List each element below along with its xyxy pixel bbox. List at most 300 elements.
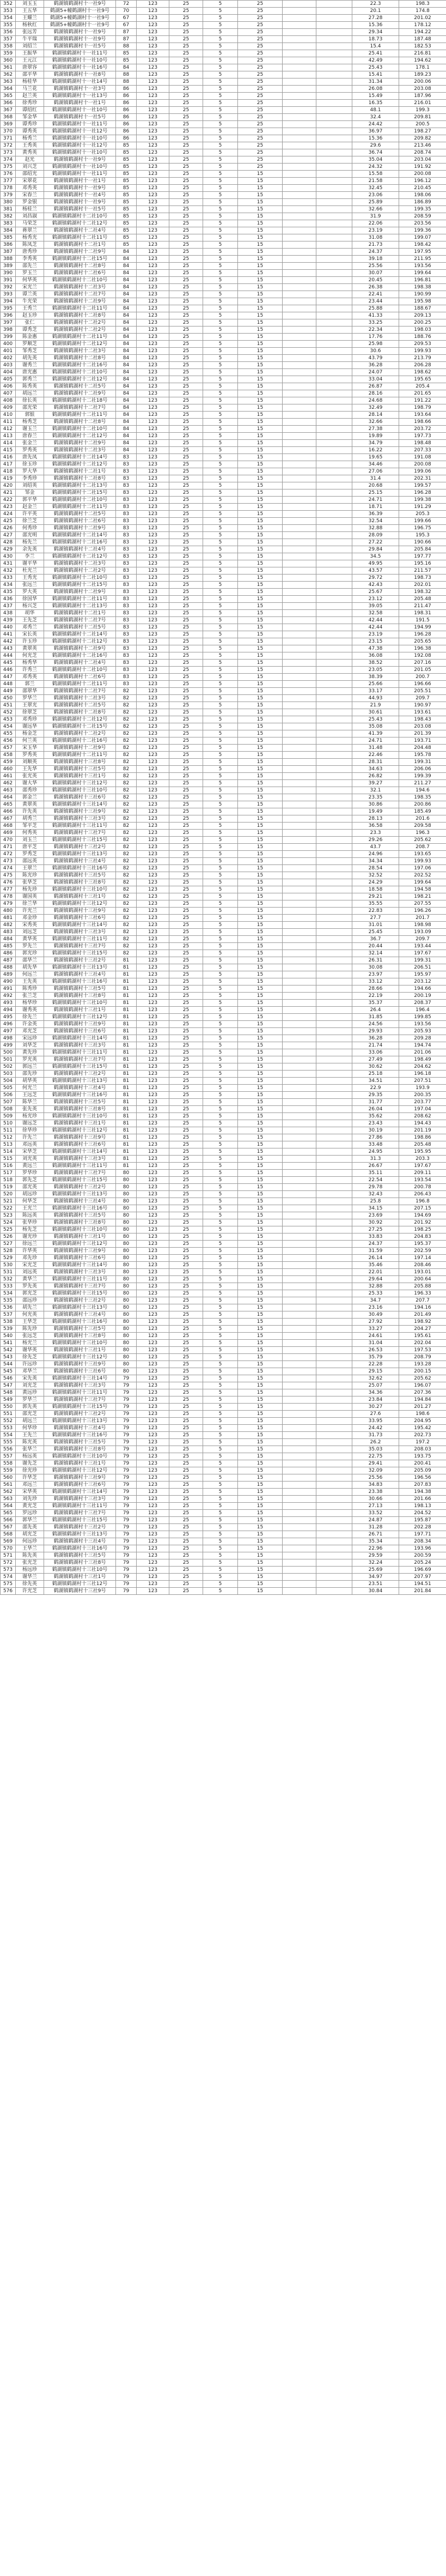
person-name-cell: 马兰花 bbox=[16, 86, 44, 93]
note-a-cell bbox=[283, 419, 316, 426]
age-cell: 70 bbox=[116, 8, 137, 15]
value-b-cell: 25 bbox=[169, 319, 203, 326]
value-d-cell: 15 bbox=[238, 893, 283, 900]
address-cell: 鹤湖镇鹤湖村十二社10号 bbox=[44, 575, 116, 582]
value-a-cell: 123 bbox=[137, 1382, 169, 1389]
value-c-cell: 5 bbox=[203, 43, 238, 50]
row-number-cell: 526 bbox=[1, 1233, 16, 1241]
row-number-cell: 576 bbox=[1, 1588, 16, 1595]
age-cell: 81 bbox=[116, 964, 137, 971]
total-value-cell: 207.16 bbox=[399, 660, 446, 667]
value-c-cell: 5 bbox=[203, 745, 238, 752]
value-d-cell: 15 bbox=[238, 1389, 283, 1396]
note-b-cell bbox=[316, 440, 352, 447]
row-number-cell: 477 bbox=[1, 886, 16, 893]
unit-value-cell: 32.4 bbox=[352, 114, 399, 121]
value-c-cell: 5 bbox=[203, 830, 238, 837]
row-number-cell: 554 bbox=[1, 1432, 16, 1439]
note-a-cell bbox=[283, 241, 316, 249]
value-c-cell: 5 bbox=[203, 355, 238, 362]
note-a-cell bbox=[283, 1021, 316, 1028]
unit-value-cell: 32.52 bbox=[352, 872, 399, 879]
age-cell: 84 bbox=[116, 341, 137, 348]
person-name-cell: 罗华兰 bbox=[16, 1396, 44, 1404]
row-number-cell: 428 bbox=[1, 539, 16, 546]
address-cell: 鹤湖镇鹤湖村十二社15号 bbox=[44, 256, 116, 263]
unit-value-cell: 33.06 bbox=[352, 1049, 399, 1056]
value-b-cell: 25 bbox=[169, 256, 203, 263]
person-name-cell: 马荣芝 bbox=[16, 220, 44, 227]
value-d-cell: 15 bbox=[238, 787, 283, 794]
age-cell: 84 bbox=[116, 256, 137, 263]
value-b-cell: 25 bbox=[169, 1340, 203, 1347]
address-cell: 鹤湖镇鹤湖村十三社8号 bbox=[44, 1333, 116, 1340]
value-a-cell: 123 bbox=[137, 249, 169, 256]
value-a-cell: 123 bbox=[137, 1432, 169, 1439]
unit-value-cell: 33.12 bbox=[352, 978, 399, 985]
person-name-cell: 何光芝 bbox=[16, 652, 44, 660]
total-value-cell: 195.95 bbox=[399, 1148, 446, 1156]
note-b-cell bbox=[316, 688, 352, 695]
note-a-cell bbox=[283, 667, 316, 674]
address-cell: 鹤湖镇鹤湖村十三社13号 bbox=[44, 1531, 116, 1538]
address-cell: 鹤湖镇鹤湖村十三社8号 bbox=[44, 1106, 116, 1113]
person-name-cell: 刘绍兰 bbox=[16, 43, 44, 50]
age-cell: 83 bbox=[116, 454, 137, 461]
age-cell: 82 bbox=[116, 716, 137, 723]
value-d-cell: 25 bbox=[238, 142, 283, 149]
value-c-cell: 5 bbox=[203, 589, 238, 596]
note-a-cell bbox=[283, 1474, 316, 1481]
total-value-cell: 196.3 bbox=[399, 830, 446, 837]
value-c-cell: 5 bbox=[203, 1588, 238, 1595]
age-cell: 83 bbox=[116, 461, 137, 468]
value-d-cell: 25 bbox=[238, 78, 283, 86]
unit-value-cell: 29.34 bbox=[352, 29, 399, 36]
value-d-cell: 15 bbox=[238, 794, 283, 801]
row-number-cell: 445 bbox=[1, 660, 16, 667]
note-b-cell bbox=[316, 603, 352, 610]
total-value-cell: 196.26 bbox=[399, 908, 446, 915]
value-d-cell: 15 bbox=[238, 1382, 283, 1389]
note-a-cell bbox=[283, 277, 316, 284]
person-name-cell: 唐先凤 bbox=[16, 454, 44, 461]
person-name-cell: 邓秀珍 bbox=[16, 716, 44, 723]
unit-value-cell: 32.43 bbox=[352, 1191, 399, 1198]
row-number-cell: 454 bbox=[1, 723, 16, 730]
value-d-cell: 15 bbox=[238, 1474, 283, 1481]
value-c-cell: 5 bbox=[203, 993, 238, 1000]
value-b-cell: 25 bbox=[169, 1226, 203, 1233]
address-cell: 鹤湖镇鹤湖村十三社13号 bbox=[44, 1078, 116, 1085]
unit-value-cell: 35.03 bbox=[352, 1446, 399, 1453]
unit-value-cell: 28.13 bbox=[352, 815, 399, 823]
note-a-cell bbox=[283, 652, 316, 660]
value-a-cell: 123 bbox=[137, 1340, 169, 1347]
value-c-cell: 5 bbox=[203, 1120, 238, 1127]
row-number-cell: 421 bbox=[1, 489, 16, 497]
table-row bbox=[1, 766, 446, 773]
note-b-cell bbox=[316, 355, 352, 362]
note-a-cell bbox=[283, 1014, 316, 1021]
value-d-cell: 15 bbox=[238, 220, 283, 227]
total-value-cell: 195.78 bbox=[399, 752, 446, 759]
value-a-cell: 123 bbox=[137, 1283, 169, 1290]
person-name-cell: 黄翠英 bbox=[16, 801, 44, 808]
age-cell: 79 bbox=[116, 1375, 137, 1382]
row-number-cell: 377 bbox=[1, 178, 16, 185]
age-cell: 81 bbox=[116, 1021, 137, 1028]
value-c-cell: 5 bbox=[203, 872, 238, 879]
value-a-cell: 123 bbox=[137, 412, 169, 419]
value-d-cell: 15 bbox=[238, 723, 283, 730]
note-b-cell bbox=[316, 1347, 352, 1354]
person-name-cell: 李兰 bbox=[16, 553, 44, 560]
table-row bbox=[1, 752, 446, 759]
age-cell: 79 bbox=[116, 1474, 137, 1481]
note-a-cell bbox=[283, 900, 316, 908]
value-b-cell: 25 bbox=[169, 674, 203, 681]
value-d-cell: 15 bbox=[238, 227, 283, 234]
note-a-cell bbox=[283, 596, 316, 603]
age-cell: 84 bbox=[116, 263, 137, 270]
value-a-cell: 123 bbox=[137, 1524, 169, 1531]
unit-value-cell: 42.44 bbox=[352, 624, 399, 631]
value-d-cell: 15 bbox=[238, 539, 283, 546]
note-b-cell bbox=[316, 1276, 352, 1283]
note-b-cell bbox=[316, 1319, 352, 1326]
value-b-cell: 25 bbox=[169, 1326, 203, 1333]
value-d-cell: 15 bbox=[238, 1042, 283, 1049]
person-name-cell: 宋春兰 bbox=[16, 192, 44, 199]
note-b-cell bbox=[316, 383, 352, 390]
person-name-cell: 谢远华 bbox=[16, 723, 44, 730]
value-c-cell: 5 bbox=[203, 1085, 238, 1092]
row-number-cell: 449 bbox=[1, 688, 16, 695]
row-number-cell: 504 bbox=[1, 1078, 16, 1085]
person-name-cell: 张华珍 bbox=[16, 1219, 44, 1226]
note-b-cell bbox=[316, 199, 352, 206]
age-cell: 82 bbox=[116, 709, 137, 716]
age-cell: 84 bbox=[116, 284, 137, 291]
note-a-cell bbox=[283, 362, 316, 369]
row-number-cell: 431 bbox=[1, 560, 16, 567]
note-a-cell bbox=[283, 787, 316, 794]
note-b-cell bbox=[316, 766, 352, 773]
address-cell: 鹤湖镇鹤湖村十二社5号 bbox=[44, 624, 116, 631]
age-cell: 79 bbox=[116, 1396, 137, 1404]
row-number-cell: 458 bbox=[1, 752, 16, 759]
total-value-cell: 205.3 bbox=[399, 511, 446, 518]
value-c-cell: 5 bbox=[203, 752, 238, 759]
unit-value-cell: 25.8 bbox=[352, 1198, 399, 1205]
age-cell: 80 bbox=[116, 1276, 137, 1283]
note-b-cell bbox=[316, 220, 352, 227]
address-cell: 鹤湖镇鹤湖村十一社10号 bbox=[44, 135, 116, 142]
value-b-cell: 25 bbox=[169, 1311, 203, 1319]
value-b-cell: 25 bbox=[169, 263, 203, 270]
unit-value-cell: 22.9 bbox=[352, 1085, 399, 1092]
person-name-cell: 唐光惠 bbox=[16, 369, 44, 376]
value-d-cell: 15 bbox=[238, 1404, 283, 1411]
row-number-cell: 352 bbox=[1, 1, 16, 8]
table-row bbox=[1, 667, 446, 674]
person-name-cell: 邵光荣 bbox=[16, 404, 44, 412]
age-cell: 83 bbox=[116, 660, 137, 667]
row-number-cell: 468 bbox=[1, 823, 16, 830]
person-name-cell: 徐玉珍 bbox=[16, 461, 44, 468]
row-number-cell: 559 bbox=[1, 1467, 16, 1474]
note-a-cell bbox=[283, 1460, 316, 1467]
total-value-cell: 196.28 bbox=[399, 631, 446, 638]
value-a-cell: 123 bbox=[137, 539, 169, 546]
age-cell: 84 bbox=[116, 369, 137, 376]
table-row bbox=[1, 652, 446, 660]
value-b-cell: 25 bbox=[169, 86, 203, 93]
person-name-cell: 徐先兰 bbox=[16, 1014, 44, 1021]
unit-value-cell: 27.86 bbox=[352, 1134, 399, 1141]
table-row bbox=[1, 1404, 446, 1411]
value-d-cell: 25 bbox=[238, 107, 283, 114]
table-row bbox=[1, 78, 446, 86]
note-a-cell bbox=[283, 1552, 316, 1559]
value-d-cell: 25 bbox=[238, 1, 283, 8]
value-a-cell: 123 bbox=[137, 723, 169, 730]
age-cell: 81 bbox=[116, 1134, 137, 1141]
row-number-cell: 429 bbox=[1, 546, 16, 553]
value-d-cell: 15 bbox=[238, 440, 283, 447]
note-b-cell bbox=[316, 1148, 352, 1156]
address-cell: 鹤湖镇鹤湖村十三社9号 bbox=[44, 1588, 116, 1595]
person-name-cell: 何光英 bbox=[16, 1311, 44, 1319]
value-b-cell: 25 bbox=[169, 971, 203, 978]
total-value-cell: 202.28 bbox=[399, 1524, 446, 1531]
unit-value-cell: 19.89 bbox=[352, 433, 399, 440]
value-b-cell: 25 bbox=[169, 596, 203, 603]
age-cell: 84 bbox=[116, 390, 137, 397]
note-a-cell bbox=[283, 1319, 316, 1326]
value-a-cell: 123 bbox=[137, 334, 169, 341]
row-number-cell: 391 bbox=[1, 277, 16, 284]
age-cell: 83 bbox=[116, 575, 137, 582]
value-d-cell: 15 bbox=[238, 1021, 283, 1028]
note-a-cell bbox=[283, 971, 316, 978]
person-name-cell: 许金英 bbox=[16, 1021, 44, 1028]
row-number-cell: 479 bbox=[1, 900, 16, 908]
address-cell: 鹤湖镇鹤湖村十三社12号 bbox=[44, 900, 116, 908]
note-a-cell bbox=[283, 1092, 316, 1099]
value-b-cell: 25 bbox=[169, 1496, 203, 1503]
value-a-cell: 123 bbox=[137, 1248, 169, 1255]
person-name-cell: 李秀英 bbox=[16, 256, 44, 263]
value-a-cell: 123 bbox=[137, 695, 169, 702]
value-c-cell: 5 bbox=[203, 142, 238, 149]
age-cell: 79 bbox=[116, 1552, 137, 1559]
unit-value-cell: 20.1 bbox=[352, 8, 399, 15]
value-c-cell: 5 bbox=[203, 1368, 238, 1375]
address-cell: 鹤湖镇鹤湖村十三社4号 bbox=[44, 1198, 116, 1205]
unit-value-cell: 27.7 bbox=[352, 915, 399, 922]
age-cell: 86 bbox=[116, 86, 137, 93]
row-number-cell: 485 bbox=[1, 943, 16, 950]
age-cell: 86 bbox=[116, 107, 137, 114]
person-name-cell: 杨光珍 bbox=[16, 1113, 44, 1120]
value-a-cell: 123 bbox=[137, 454, 169, 461]
row-number-cell: 496 bbox=[1, 1021, 16, 1028]
person-name-cell: 谭兰英 bbox=[16, 291, 44, 298]
row-number-cell: 544 bbox=[1, 1361, 16, 1368]
value-b-cell: 25 bbox=[169, 631, 203, 638]
total-value-cell: 174.8 bbox=[399, 8, 446, 15]
table-row bbox=[1, 624, 446, 631]
note-b-cell bbox=[316, 298, 352, 305]
table-row bbox=[1, 1347, 446, 1354]
note-a-cell bbox=[283, 1233, 316, 1241]
value-c-cell: 5 bbox=[203, 1347, 238, 1354]
row-number-cell: 548 bbox=[1, 1389, 16, 1396]
value-b-cell: 25 bbox=[169, 844, 203, 851]
table-row bbox=[1, 794, 446, 801]
unit-value-cell: 19.49 bbox=[352, 808, 399, 815]
value-c-cell: 5 bbox=[203, 1099, 238, 1106]
unit-value-cell: 32.24 bbox=[352, 1559, 399, 1567]
row-number-cell: 573 bbox=[1, 1567, 16, 1574]
row-number-cell: 558 bbox=[1, 1460, 16, 1467]
value-d-cell: 15 bbox=[238, 1319, 283, 1326]
total-value-cell: 207.7 bbox=[399, 1297, 446, 1304]
age-cell: 81 bbox=[116, 1092, 137, 1099]
person-name-cell: 胡远兰 bbox=[16, 390, 44, 397]
value-c-cell: 5 bbox=[203, 985, 238, 993]
row-number-cell: 498 bbox=[1, 1035, 16, 1042]
note-a-cell bbox=[283, 107, 316, 114]
value-b-cell: 25 bbox=[169, 1212, 203, 1219]
value-d-cell: 15 bbox=[238, 915, 283, 922]
note-b-cell bbox=[316, 1389, 352, 1396]
table-row bbox=[1, 617, 446, 624]
unit-value-cell: 29.59 bbox=[352, 1552, 399, 1559]
total-value-cell: 209.58 bbox=[399, 823, 446, 830]
value-d-cell: 25 bbox=[238, 156, 283, 164]
table-row bbox=[1, 1467, 446, 1474]
note-b-cell bbox=[316, 964, 352, 971]
table-row bbox=[1, 199, 446, 206]
value-a-cell: 123 bbox=[137, 1531, 169, 1538]
value-a-cell: 123 bbox=[137, 1368, 169, 1375]
table-row bbox=[1, 419, 446, 426]
value-a-cell: 123 bbox=[137, 560, 169, 567]
note-a-cell bbox=[283, 341, 316, 348]
age-cell: 79 bbox=[116, 1545, 137, 1552]
table-row bbox=[1, 178, 446, 185]
value-b-cell: 25 bbox=[169, 234, 203, 241]
total-value-cell: 196.56 bbox=[399, 1474, 446, 1481]
row-number-cell: 373 bbox=[1, 149, 16, 156]
unit-value-cell: 42.44 bbox=[352, 617, 399, 624]
age-cell: 80 bbox=[116, 1226, 137, 1233]
note-a-cell bbox=[283, 553, 316, 560]
value-a-cell: 123 bbox=[137, 1503, 169, 1510]
value-d-cell: 15 bbox=[238, 652, 283, 660]
note-b-cell bbox=[316, 291, 352, 298]
address-cell: 鹤湖镇鹤湖村十三社12号 bbox=[44, 780, 116, 787]
total-value-cell: 200.78 bbox=[399, 1184, 446, 1191]
person-name-cell: 张远芳 bbox=[16, 29, 44, 36]
value-d-cell: 15 bbox=[238, 199, 283, 206]
person-name-cell: 邵远英 bbox=[16, 858, 44, 865]
note-b-cell bbox=[316, 681, 352, 688]
unit-value-cell: 24.07 bbox=[352, 369, 399, 376]
unit-value-cell: 23.38 bbox=[352, 1489, 399, 1496]
unit-value-cell: 31.48 bbox=[352, 745, 399, 752]
note-b-cell bbox=[316, 1071, 352, 1078]
table-row bbox=[1, 1141, 446, 1148]
value-b-cell: 25 bbox=[169, 1255, 203, 1262]
table-row bbox=[1, 412, 446, 419]
address-cell: 鹤湖镇鹤湖村十三社12号 bbox=[44, 1014, 116, 1021]
table-row bbox=[1, 461, 446, 468]
note-b-cell bbox=[316, 1035, 352, 1042]
table-row bbox=[1, 950, 446, 957]
total-value-cell: 197.06 bbox=[399, 865, 446, 872]
table-row bbox=[1, 851, 446, 858]
note-a-cell bbox=[283, 433, 316, 440]
value-d-cell: 15 bbox=[238, 1049, 283, 1056]
person-name-cell: 罗金银 bbox=[16, 199, 44, 206]
value-c-cell: 5 bbox=[203, 1035, 238, 1042]
address-cell: 鹤湖镇鹤湖村十二社2号 bbox=[44, 567, 116, 575]
note-a-cell bbox=[283, 1311, 316, 1319]
value-b-cell: 25 bbox=[169, 1538, 203, 1545]
table-row bbox=[1, 1333, 446, 1340]
value-a-cell: 123 bbox=[137, 780, 169, 787]
person-name-cell: 徐长英 bbox=[16, 397, 44, 404]
unit-value-cell: 36.28 bbox=[352, 362, 399, 369]
value-b-cell: 25 bbox=[169, 220, 203, 227]
unit-value-cell: 22.3 bbox=[352, 1, 399, 8]
value-b-cell: 25 bbox=[169, 1425, 203, 1432]
total-value-cell: 201.84 bbox=[399, 1588, 446, 1595]
table-row bbox=[1, 114, 446, 121]
value-c-cell: 5 bbox=[203, 716, 238, 723]
value-d-cell: 15 bbox=[238, 334, 283, 341]
value-a-cell: 123 bbox=[137, 532, 169, 539]
person-name-cell: 王耀兰 bbox=[16, 15, 44, 22]
address-cell: 鹤湖镇鹤湖村十二社6号 bbox=[44, 270, 116, 277]
age-cell: 85 bbox=[116, 156, 137, 164]
age-cell: 84 bbox=[116, 383, 137, 390]
unit-value-cell: 43.79 bbox=[352, 355, 399, 362]
total-value-cell: 201.06 bbox=[399, 1049, 446, 1056]
value-c-cell: 5 bbox=[203, 546, 238, 553]
address-cell: 鹤湖镇鹤湖村十二社1号 bbox=[44, 610, 116, 617]
value-c-cell: 5 bbox=[203, 1134, 238, 1141]
person-name-cell: 邵先英 bbox=[16, 1524, 44, 1531]
total-value-cell: 198.48 bbox=[399, 440, 446, 447]
age-cell: 84 bbox=[116, 64, 137, 71]
age-cell: 84 bbox=[116, 419, 137, 426]
value-d-cell: 15 bbox=[238, 1340, 283, 1347]
total-value-cell: 198.66 bbox=[399, 419, 446, 426]
total-value-cell: 201.6 bbox=[399, 815, 446, 823]
address-cell: 鹤湖镇鹤湖村十三社10号 bbox=[44, 787, 116, 794]
value-a-cell: 123 bbox=[137, 468, 169, 475]
note-a-cell bbox=[283, 865, 316, 872]
value-b-cell: 25 bbox=[169, 716, 203, 723]
unit-value-cell: 23.15 bbox=[352, 638, 399, 645]
value-a-cell: 123 bbox=[137, 794, 169, 801]
note-a-cell bbox=[283, 326, 316, 334]
